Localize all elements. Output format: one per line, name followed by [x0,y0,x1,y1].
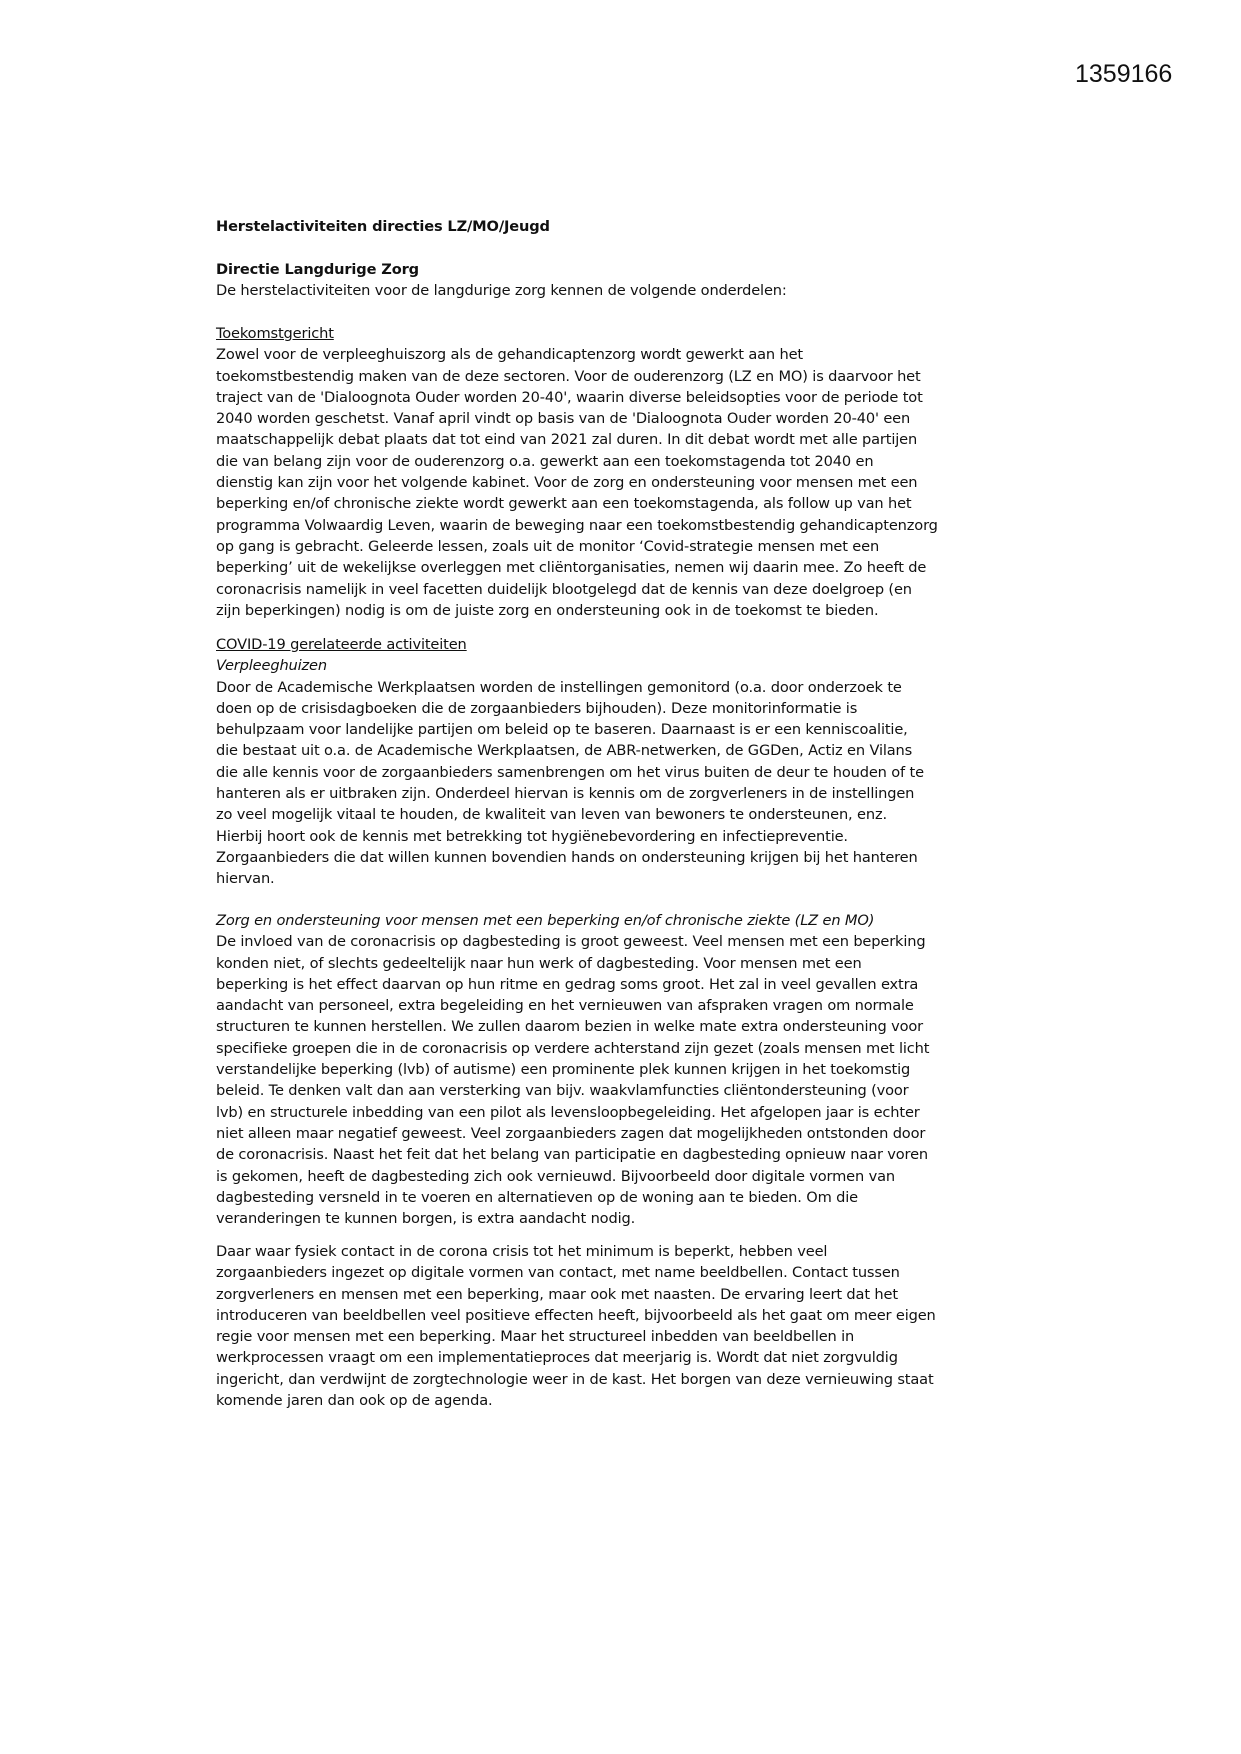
text-line: verstandelijke beperking (lvb) of autisme) een prominente plek kunnen krijgen in het toekomstig [216,1061,911,1079]
text-line: behulpzaam voor landelijke partijen om beleid op te baseren. Daarnaast is er een kenniscoalitie, [216,721,908,739]
text-line: regie voor mensen met een beperking. Maar het structureel inbedden van beeldbellen in [216,1328,855,1346]
text-line: Door de Academische Werkplaatsen worden de instellingen gemonitord (o.a. door onderzoek te [216,678,902,696]
beeldbellen-paragraph [216,1241,936,1411]
section-toekomstgericht [216,323,938,621]
text-line: traject van de 'Dialoognota Ouder worden 20-40', waarin diverse beleidsopties voor de periode tot [216,388,923,406]
text-line: maatschappelijk debat plaats dat tot eind van 2021 zal duren. In dit debat wordt met alle partijen [216,431,918,449]
text-line: coronacrisis namelijk in veel facetten duidelijk blootgelegd dat de kennis van deze doelgroep (en [216,580,912,598]
text-line: ingericht, dan verdwijnt de zorgtechnologie weer in de kast. Het borgen van deze vernieuwing staat [216,1370,934,1388]
text-line: doen op de crisisdagboeken die de zorgaanbieders bijhouden). Deze monitorinformatie is [216,699,858,717]
section-zorg-ondersteuning [216,910,929,1229]
text-line: introduceren van beeldbellen veel positieve effecten heeft, bijvoorbeeld als het gaat om meer eigen [216,1306,936,1324]
text-line: zijn beperkingen) nodig is om de juiste zorg en ondersteuning ook in de toekomst te bieden. [216,601,879,619]
text-line: konden niet, of slechts gedeeltelijk naar hun werk of dagbesteding. Voor mensen met een [216,954,862,972]
verpleeghuizen-heading: Verpleeghuizen [216,657,327,675]
section-covid [216,634,924,890]
text-line: specifieke groepen die in de coronacrisis op verdere achterstand zijn gezet (zoals mensen met licht [216,1039,930,1057]
text-line: structuren te kunnen herstellen. We zullen daarom bezien in welke mate extra ondersteuning voor [216,1018,924,1036]
text-line: die van belang zijn voor de ouderenzorg o.a. gewerkt aan een toekomstagenda tot 2040 en [216,452,874,470]
text-line: Zorgaanbieders die dat willen kunnen bovendien hands on ondersteuning krijgen bij het hanteren [216,848,918,866]
text-line: werkprocessen vraagt om een implementatieproces dat meerjarig is. Wordt dat niet zorgvuldig [216,1349,898,1367]
section-intro: De herstelactiviteiten voor de langdurige zorg kennen de volgende onderdelen: [216,282,787,300]
text-line: zo veel mogelijk vitaal te houden, de kwaliteit van leven van bewoners te ondersteunen, enz. [216,806,887,824]
verpleeghuizen-paragraph [216,677,924,890]
text-line: komende jaren dan ook op de agenda. [216,1392,493,1410]
text-line: hanteren als er uitbraken zijn. Onderdeel hiervan is kennis om de zorgverleners in de instellingen [216,785,915,803]
document-number: 1359166 [1075,60,1173,88]
text-line: beperking is het effect daarvan op hun ritme en gedrag soms groot. Het zal in veel gevallen extra [216,975,919,993]
text-line: toekomstbestendig maken van de deze sectoren. Voor de ouderenzorg (LZ en MO) is daarvoor het [216,367,921,385]
text-line: niet alleen maar negatief geweest. Veel zorgaanbieders zagen dat mogelijkheden ontstonden door [216,1124,926,1142]
text-line: Zowel voor de verpleeghuiszorg als de gehandicaptenzorg wordt gewerkt aan het [216,346,804,364]
text-line: zorgaanbieders ingezet op digitale vormen van contact, met name beeldbellen. Contact tussen [216,1264,900,1282]
text-line: aandacht van personeel, extra begeleiding en het vernieuwen van afspraken vragen om normale [216,997,914,1015]
section-heading: Directie Langdurige Zorg [216,261,419,278]
text-line: 2040 worden geschetst. Vanaf april vindt op basis van de 'Dialoognota Ouder worden 20-40' een [216,410,911,428]
document-title: Herstelactiviteiten directies LZ/MO/Jeugd [216,218,550,235]
text-line: de coronacrisis. Naast het feit dat het belang van participatie en dagbesteding opnieuw naar voren [216,1146,929,1164]
covid-heading: COVID-19 gerelateerde activiteiten [216,636,467,653]
section-directie-lz [216,259,787,302]
text-line: programma Volwaardig Leven, waarin de beweging naar een toekomstbestendig gehandicaptenzorg [216,516,938,534]
zorg-ondersteuning-paragraph [216,931,929,1229]
text-line: die alle kennis voor de zorgaanbieders samenbrengen om het virus buiten de deur te houden of te [216,763,924,781]
text-line: veranderingen te kunnen borgen, is extra aandacht nodig. [216,1210,636,1228]
text-line: zorgverleners en mensen met een beperking, maar ook met naasten. De ervaring leert dat het [216,1285,898,1303]
text-line: op gang is gebracht. Geleerde lessen, zoals uit de monitor ‘Covid-strategie mensen met een [216,537,880,555]
text-line: beleid. Te denken valt dan aan versterking van bijv. waakvlamfuncties cliëntondersteuning (voor [216,1082,909,1100]
toekomst-paragraph [216,344,938,621]
text-line: die bestaat uit o.a. de Academische Werkplaatsen, de ABR-netwerken, de GGDen, Actiz en Vilans [216,742,913,760]
text-line: beperking en/of chronische ziekte wordt gewerkt aan een toekomstagenda, als follow up van het [216,495,912,513]
text-line: hiervan. [216,870,275,888]
text-line: Hierbij hoort ook de kennis met betrekking tot hygiënebevordering en infectiepreventie. [216,827,848,845]
zorg-ondersteuning-heading: Zorg en ondersteuning voor mensen met een beperking en/of chronische ziekte (LZ en MO) [216,912,875,929]
text-line: is gekomen, heeft de dagbesteding zich ook vernieuwd. Bijvoorbeeld door digitale vormen van [216,1167,895,1185]
text-line: beperking’ uit de wekelijkse overleggen met cliëntorganisaties, nemen wij daarin mee. Zo heeft de [216,559,927,577]
text-line: Daar waar fysiek contact in de corona crisis tot het minimum is beperkt, hebben veel [216,1243,828,1260]
section-beeldbellen [216,1241,936,1411]
toekomst-heading: Toekomstgericht [216,325,334,342]
text-line: De invloed van de coronacrisis op dagbesteding is groot geweest. Veel mensen met een beperking [216,933,926,951]
text-line: lvb) en structurele inbedding van een pilot als levensloopbegeleiding. Het afgelopen jaar is echter [216,1103,920,1121]
text-line: dagbesteding versneld in te voeren en alternatieven op de woning aan te bieden. Om die [216,1188,858,1206]
text-line: dienstig kan zijn voor het volgende kabinet. Voor de zorg en ondersteuning voor mensen met een [216,474,918,492]
